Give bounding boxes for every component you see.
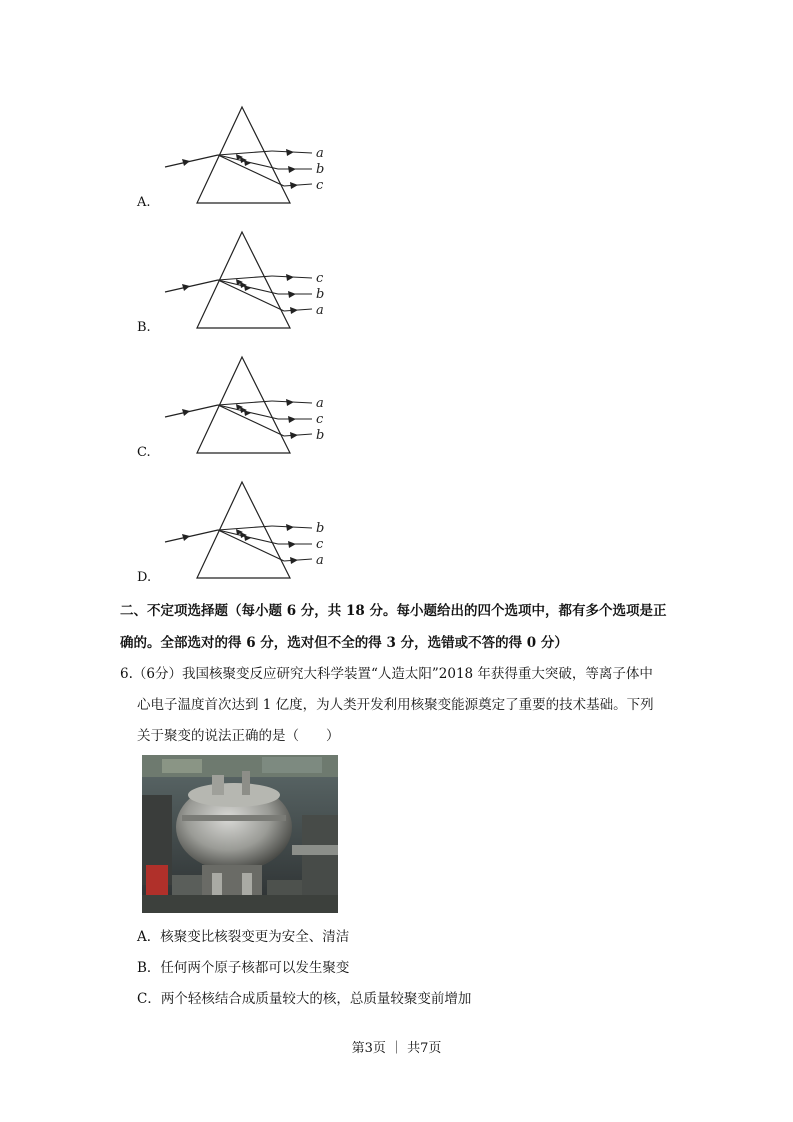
inner-arrow-a [244, 535, 251, 541]
incident-arrow [182, 284, 190, 291]
section-heading-line1: 二、不定项选择题（每小题 6 分，共 18 分。每小题给出的四个选项中，都有多个选项是正 [120, 603, 667, 619]
ray-label-c: c [316, 271, 324, 286]
ray-arrow-b [288, 291, 296, 298]
ray-label-a: a [316, 553, 324, 568]
ray-label-a: a [316, 303, 324, 318]
option-letter-2: C. [137, 445, 151, 460]
prism-diagram-1 [160, 230, 360, 335]
inner-arrow-c [244, 160, 251, 166]
ray-label-c: c [316, 178, 324, 193]
refracted-ray-a [218, 401, 272, 405]
option-letter-3: D. [137, 570, 152, 585]
incident-ray [165, 405, 218, 417]
choice-c: C．两个轻核结合成质量较大的核，总质量较聚变前增加 [137, 991, 472, 1007]
ray-arrow-c [288, 416, 296, 423]
ray-arrow-a [290, 307, 298, 314]
ray-label-a: a [316, 146, 324, 161]
incident-arrow [182, 409, 190, 416]
prism-diagram-0 [160, 105, 360, 210]
refracted-ray-a [218, 151, 272, 155]
question-6-line3: 关于聚变的说法正确的是（ ） [137, 728, 340, 744]
inner-arrow-b [244, 410, 251, 416]
incident-ray [165, 530, 218, 542]
prism-triangle [197, 357, 290, 453]
ray-arrow-a [286, 149, 294, 156]
incident-ray [165, 155, 218, 167]
ray-arrow-b [290, 432, 298, 439]
incident-arrow [182, 534, 190, 541]
question-6-line1: 6.（6分）我国核聚变反应研究大科学装置“人造太阳”2018 年获得重大突破，等离子体中 [120, 666, 653, 682]
inner-arrow-a [244, 285, 251, 291]
ray-label-b: b [316, 521, 325, 536]
ray-label-c: c [316, 412, 324, 427]
ray-arrow-a [286, 399, 294, 406]
ray-arrow-c [286, 274, 294, 281]
refracted-ray-b [218, 526, 272, 530]
section-heading-line2: 确的。全部选对的得 6 分，选对但不全的得 3 分，选错或不答的得 0 分） [120, 635, 568, 651]
ray-arrow-b [286, 524, 294, 531]
ray-label-b: b [316, 162, 325, 177]
prism-triangle [197, 107, 290, 203]
ray-arrow-c [290, 182, 298, 189]
fusion-device-photo [142, 755, 338, 913]
ray-arrow-b [288, 166, 296, 173]
page-footer: 第3页 ｜ 共7页 [351, 1041, 442, 1056]
ray-label-a: a [316, 396, 324, 411]
question-6-line2: 心电子温度首次达到 1 亿度，为人类开发利用核聚变能源奠定了重要的技术基础。下列 [137, 697, 654, 713]
ray-arrow-a [290, 557, 298, 564]
ray-label-b: b [316, 287, 325, 302]
refracted-ray-c [218, 276, 272, 280]
ray-arrow-c [288, 541, 296, 548]
prism-triangle [197, 482, 290, 578]
option-letter-1: B. [137, 320, 151, 335]
prism-triangle [197, 232, 290, 328]
option-letter-0: A. [137, 195, 151, 210]
prism-diagram-2 [160, 355, 360, 460]
incident-arrow [182, 159, 190, 166]
choice-b: B．任何两个原子核都可以发生聚变 [137, 960, 350, 976]
incident-ray [165, 280, 218, 292]
ray-label-b: b [316, 428, 325, 443]
ray-label-c: c [316, 537, 324, 552]
prism-diagram-3 [160, 480, 360, 585]
choice-a: A．核聚变比核裂变更为安全、清洁 [137, 929, 350, 945]
